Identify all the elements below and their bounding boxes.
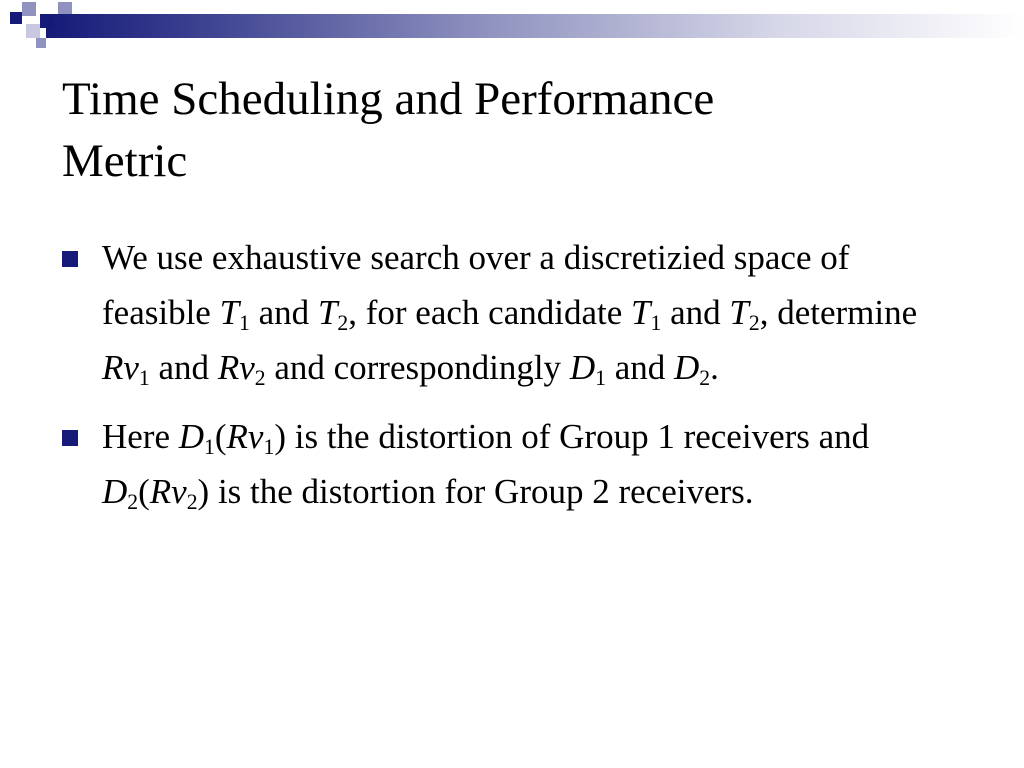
subscript: 2 <box>337 311 349 336</box>
math-var-Rv: Rv <box>226 417 264 456</box>
math-var-T: T <box>729 293 749 332</box>
corner-square <box>10 12 22 24</box>
bullet-text: ) is the distortion for Group 2 receivers. <box>197 472 754 511</box>
bullet-text: . <box>710 348 719 387</box>
bullet-text: and correspondingly <box>265 348 570 387</box>
math-var-D: D <box>673 348 700 387</box>
corner-square <box>58 2 72 14</box>
bullet-text: ( <box>138 472 150 511</box>
subscript: 2 <box>186 490 198 515</box>
corner-square <box>22 2 36 16</box>
corner-square <box>40 14 54 28</box>
bullet-text: Here <box>102 417 179 456</box>
subscript: 2 <box>748 311 760 336</box>
subscript: 1 <box>204 435 215 460</box>
bullet-text: , determine <box>759 293 918 332</box>
title-line-1: Time Scheduling and Performance <box>62 73 715 125</box>
subscript: 1 <box>138 366 150 391</box>
square-bullet-icon <box>62 430 78 446</box>
math-var-T: T <box>631 293 651 332</box>
math-var-T: T <box>317 293 338 332</box>
bullet-item <box>62 230 942 395</box>
math-var-Rv: Rv <box>149 472 187 511</box>
bullet-text: We use exhaustive search over a discretizied space of feasible <box>102 238 850 332</box>
bullet-list <box>62 230 942 533</box>
subscript: 2 <box>254 366 266 391</box>
bullet-text: ) is the distortion of Group 1 receivers and <box>274 417 870 456</box>
subscript: 1 <box>263 435 275 460</box>
bullet-text: ( <box>214 417 227 456</box>
math-var-T: T <box>219 293 240 332</box>
bullet-text: and <box>605 348 674 387</box>
slide-title <box>62 68 962 192</box>
bullet-text: and <box>661 293 730 332</box>
corner-decoration <box>0 0 80 60</box>
bullet-item <box>62 409 942 519</box>
subscript: 1 <box>239 311 250 336</box>
corner-square <box>26 24 40 38</box>
subscript: 1 <box>595 366 606 391</box>
math-var-D: D <box>569 348 596 387</box>
bullet-text: and <box>149 348 218 387</box>
subscript: 1 <box>650 311 662 336</box>
bullet-text: , for each candidate <box>348 293 632 332</box>
math-var-D: D <box>102 472 128 511</box>
corner-square <box>36 38 46 48</box>
math-var-D: D <box>178 417 205 456</box>
math-var-Rv: Rv <box>217 348 255 387</box>
header-gradient-bar <box>46 14 1024 38</box>
subscript: 2 <box>127 490 139 515</box>
title-line-2: Metric <box>62 135 188 187</box>
bullet-text: and <box>249 293 318 332</box>
square-bullet-icon <box>62 251 78 267</box>
subscript: 2 <box>699 366 711 391</box>
math-var-Rv: Rv <box>102 348 139 387</box>
